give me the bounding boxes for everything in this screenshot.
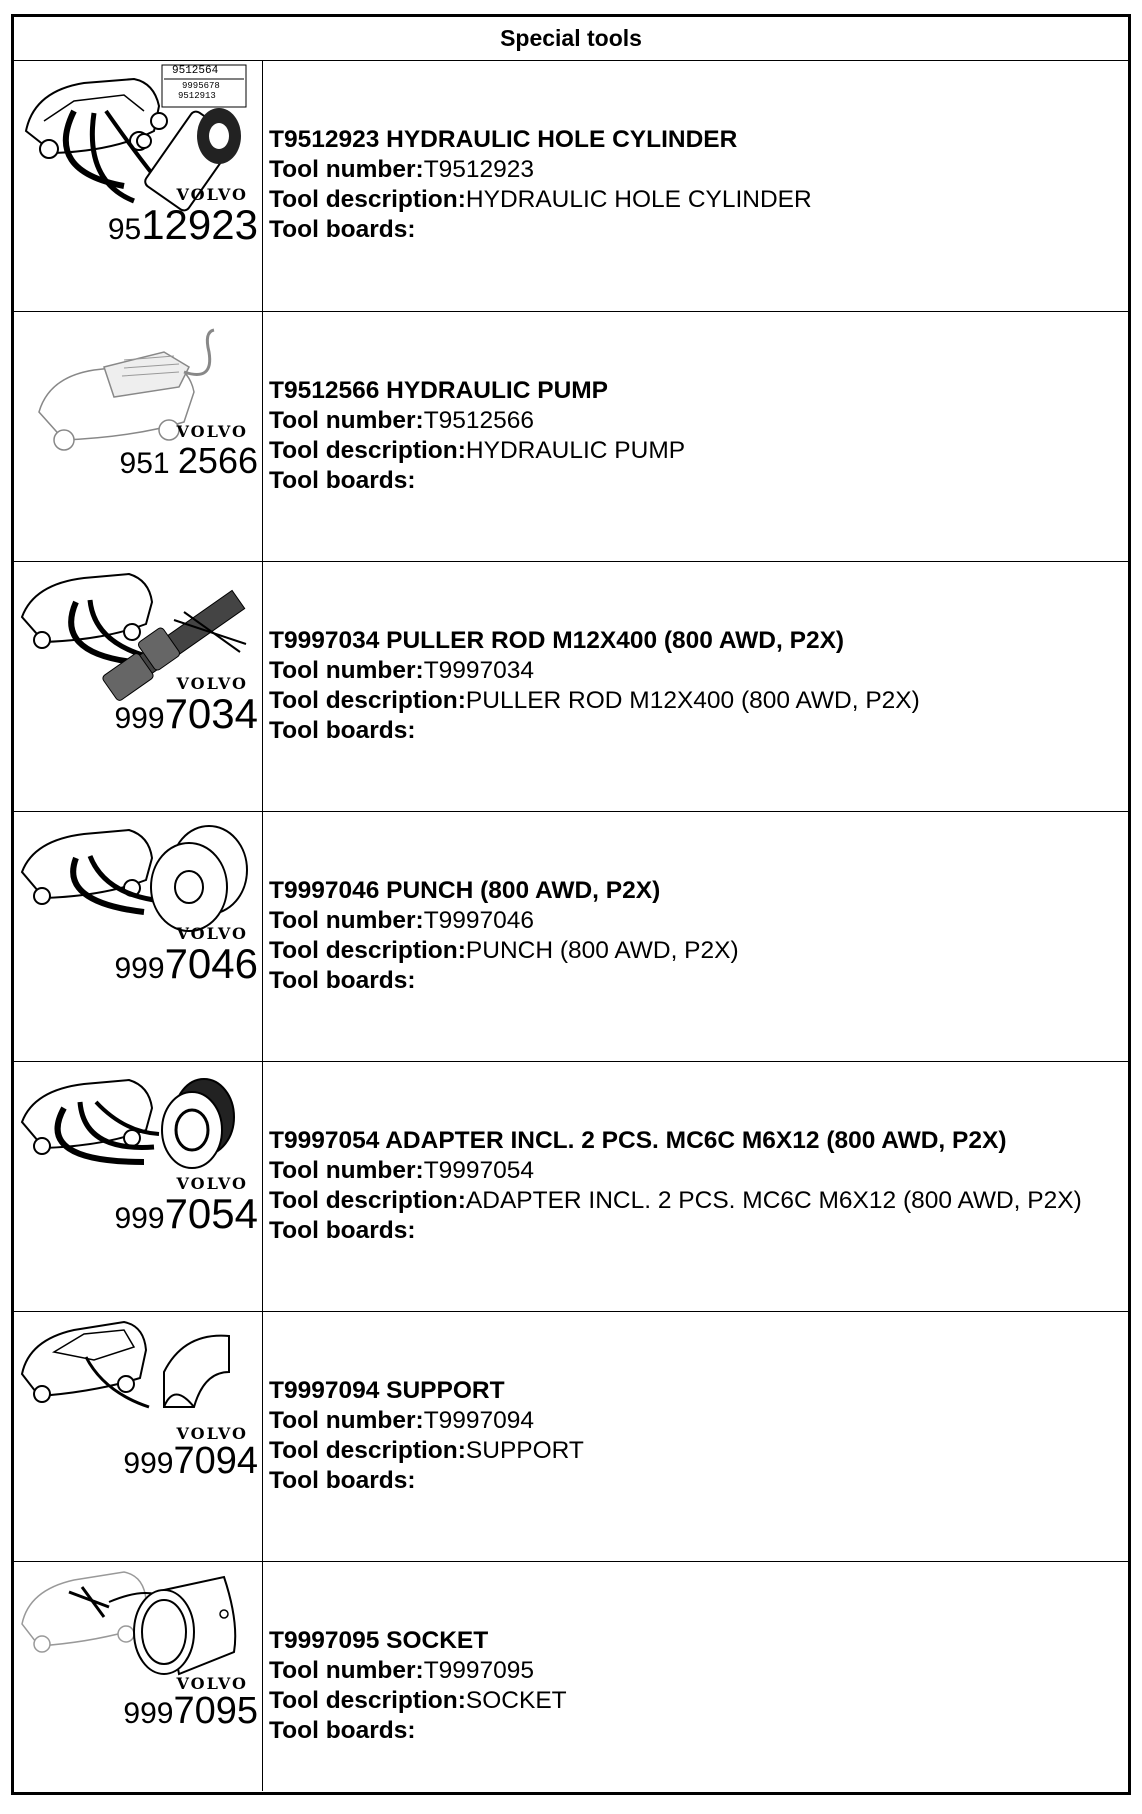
tool-illustration	[14, 312, 263, 561]
tool-illustration	[14, 1562, 263, 1791]
tool-details	[263, 562, 1128, 811]
tool-number-label: Tool number:	[269, 657, 424, 684]
part-number: 9997095	[123, 1690, 258, 1732]
tool-illustration	[14, 812, 263, 1061]
inset-part-label: 9995678	[182, 81, 220, 91]
tool-illustration	[14, 562, 263, 811]
tool-description-value: PULLER ROD M12X400 (800 AWD, P2X)	[465, 687, 920, 714]
tool-number-value: T9997054	[423, 1157, 535, 1184]
tool-description-label: Tool description:	[269, 937, 466, 964]
tool-details	[263, 1062, 1128, 1311]
tool-description-label: Tool description:	[269, 437, 466, 464]
tool-illustration	[14, 1312, 263, 1561]
tool-description-value: PUNCH (800 AWD, P2X)	[465, 937, 739, 964]
tool-heading: T9997046 PUNCH (800 AWD, P2X)	[269, 877, 661, 904]
tool-boards-label: Tool boards:	[269, 1717, 416, 1744]
tool-row	[14, 561, 1128, 811]
tool-heading: T9512566 HYDRAULIC PUMP	[269, 377, 609, 404]
tool-description-label: Tool description:	[269, 1687, 466, 1714]
tool-number-value: T9997094	[423, 1407, 535, 1434]
tool-number-label: Tool number:	[269, 907, 424, 934]
brand-label: VOLVO	[176, 1674, 248, 1693]
tool-number-label: Tool number:	[269, 1407, 424, 1434]
brand-label: VOLVO	[176, 422, 248, 441]
table-title: Special tools	[14, 17, 1128, 61]
tool-details	[263, 1562, 1128, 1791]
tool-number-value: T9997034	[423, 657, 535, 684]
tool-illustration	[14, 61, 263, 311]
part-number: 9512923	[107, 201, 258, 248]
tool-description-value: SUPPORT	[465, 1437, 584, 1464]
tool-number-value: T9997095	[423, 1657, 535, 1684]
tool-number-label: Tool number:	[269, 1657, 424, 1684]
tool-description-value: SOCKET	[465, 1687, 567, 1714]
tool-boards-label: Tool boards:	[269, 467, 416, 494]
tool-number-value: T9512923	[423, 156, 535, 183]
tool-description-label: Tool description:	[269, 186, 466, 213]
tool-boards-label: Tool boards:	[269, 1217, 416, 1244]
tool-boards-label: Tool boards:	[269, 967, 416, 994]
brand-label: VOLVO	[176, 1174, 248, 1193]
tool-description-value: ADAPTER INCL. 2 PCS. MC6C M6X12 (800 AWD, P2X)	[465, 1187, 1082, 1214]
tool-description-label: Tool description:	[269, 687, 466, 714]
tool-heading: T9512923 HYDRAULIC HOLE CYLINDER	[269, 126, 738, 153]
tool-number-label: Tool number:	[269, 156, 424, 183]
tool-illustration	[14, 1062, 263, 1311]
tool-heading: T9997054 ADAPTER INCL. 2 PCS. MC6C M6X12 (800 AWD, P2X)	[269, 1127, 1007, 1154]
tool-number-value: T9512566	[423, 407, 535, 434]
tool-heading: T9997094 SUPPORT	[269, 1377, 505, 1404]
part-number: 951 2566	[119, 440, 258, 481]
brand-label: VOLVO	[176, 924, 248, 943]
tool-details	[263, 61, 1128, 311]
tool-number-label: Tool number:	[269, 1157, 424, 1184]
brand-label: VOLVO	[176, 185, 248, 204]
tool-row	[14, 1561, 1128, 1791]
tool-details	[263, 812, 1128, 1061]
brand-label: VOLVO	[176, 674, 248, 693]
tool-row	[14, 1061, 1128, 1311]
tool-details	[263, 312, 1128, 561]
tool-row	[14, 311, 1128, 561]
tool-boards-label: Tool boards:	[269, 216, 416, 243]
tool-row	[14, 1311, 1128, 1561]
tool-number-value: T9997046	[423, 907, 535, 934]
tool-heading: T9997034 PULLER ROD M12X400 (800 AWD, P2X)	[269, 627, 845, 654]
inset-part-label: 9512913	[178, 91, 216, 101]
tool-description-label: Tool description:	[269, 1437, 466, 1464]
tool-details	[263, 1312, 1128, 1561]
tool-number-label: Tool number:	[269, 407, 424, 434]
tool-description-value: HYDRAULIC HOLE CYLINDER	[465, 186, 812, 213]
part-number: 9997094	[123, 1440, 258, 1482]
tool-heading: T9997095 SOCKET	[269, 1627, 489, 1654]
part-number: 9997046	[114, 940, 258, 987]
tool-row	[14, 811, 1128, 1061]
tool-description-label: Tool description:	[269, 1187, 466, 1214]
part-number: 9997034	[114, 690, 258, 737]
part-number: 9997054	[114, 1190, 258, 1237]
tool-boards-label: Tool boards:	[269, 717, 416, 744]
tool-row	[14, 61, 1128, 311]
brand-label: VOLVO	[176, 1424, 248, 1443]
tool-description-value: HYDRAULIC PUMP	[465, 437, 686, 464]
inset-part-label: 9512564	[172, 65, 219, 77]
tool-boards-label: Tool boards:	[269, 1467, 416, 1494]
special-tools-table	[11, 14, 1131, 1795]
